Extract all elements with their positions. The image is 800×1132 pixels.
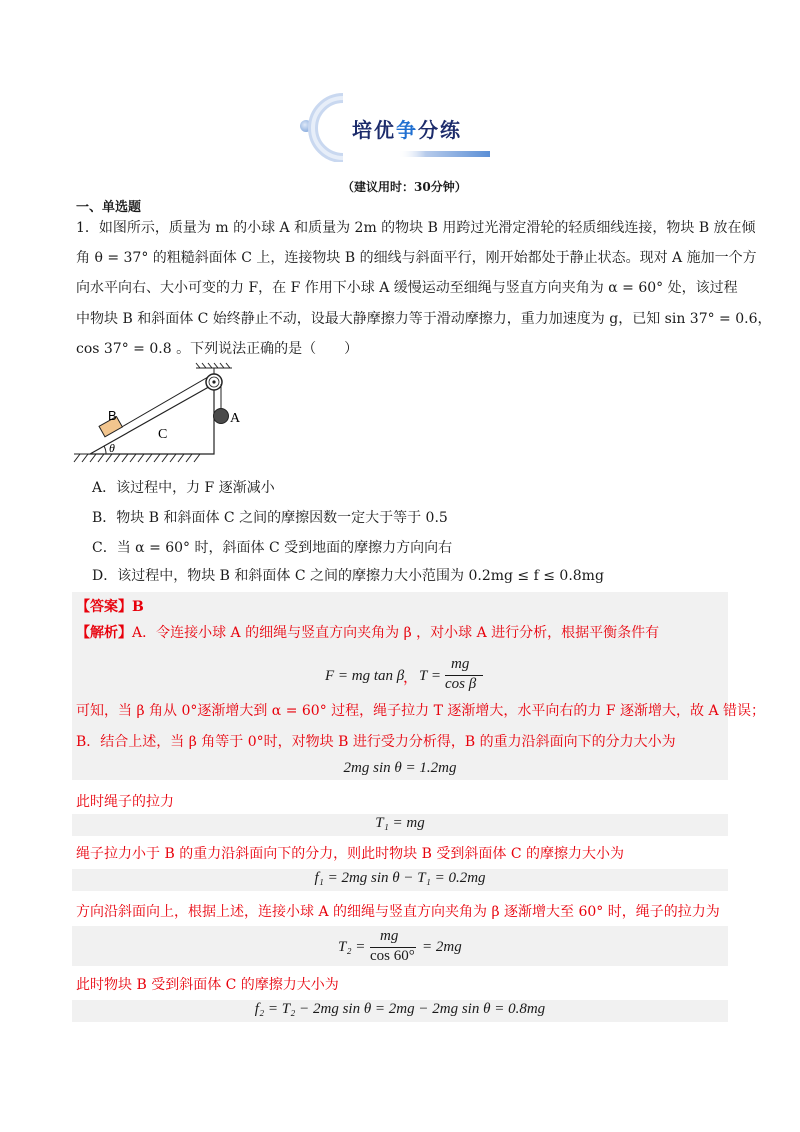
analysis-line-6: 方向沿斜面向上，根据上述，连接小球 A 的细绳与竖直方向夹角为 β 逐渐增大至 60° 时，绳子的拉力为 bbox=[76, 904, 720, 920]
label-theta: θ bbox=[109, 441, 115, 455]
option-d[interactable]: D．该过程中，物块 B 和斜面体 C 之间的摩擦力大小范围为 0.2mg ≤ f ≤ 0.8mg bbox=[92, 568, 604, 584]
eq4-den: cos 60° bbox=[370, 948, 415, 964]
question-line-5: cos 37° = 0.8 。下列说法正确的是（ ） bbox=[76, 341, 359, 357]
incline-pulley-diagram bbox=[72, 362, 262, 470]
eq4-rhs: = 2mg bbox=[422, 939, 462, 955]
analysis-line-4: 此时绳子的拉力 bbox=[76, 794, 174, 810]
label-a: A bbox=[230, 411, 241, 426]
ball-a bbox=[214, 409, 229, 424]
pulley bbox=[206, 374, 222, 390]
section-heading: 一、单选题 bbox=[76, 200, 142, 215]
question-line-4: 中物块 B 和斜面体 C 始终静止不动，设最大静摩擦力等于滑动摩擦力，重力加速度为 g，已知 sin 37° = 0.6， bbox=[76, 311, 772, 327]
answer-label: 【答案】B bbox=[76, 599, 144, 615]
eq-t-num: mg bbox=[451, 656, 470, 672]
analysis-line-2: 可知，当 β 角从 0°逐渐增大到 α = 60° 过程，绳子拉力 T 逐渐增大，水平向右的力 F 逐渐增大，故 A 错误； bbox=[76, 703, 766, 719]
equation-4 bbox=[338, 928, 488, 966]
analysis-line-3: B．结合上述，当 β 角等于 0°时，对物块 B 进行受力分析得，B 的重力沿斜面向下的分力大小为 bbox=[76, 734, 676, 750]
analysis-label: 【解析】 bbox=[76, 625, 132, 641]
option-c[interactable]: C．当 α = 60° 时，斜面体 C 受到地面的摩擦力方向向右 bbox=[92, 540, 453, 556]
eq4-lhs: T₂ = bbox=[338, 939, 366, 955]
label-b: B bbox=[108, 408, 117, 423]
equation-f-t bbox=[325, 656, 495, 692]
time-note: （建议用时：30分钟） bbox=[342, 180, 467, 194]
eq-sep: ， bbox=[403, 670, 419, 686]
eq-t-lhs: T = bbox=[419, 668, 441, 684]
question-line-1: 1．如图所示，质量为 m 的小球 A 和质量为 2m 的物块 B 用跨过光滑定滑轮的轻质细线连接，物块 B 放在倾 bbox=[76, 220, 756, 236]
label-c: C bbox=[158, 427, 168, 442]
analysis-line-7: 此时物块 B 受到斜面体 C 的摩擦力大小为 bbox=[76, 977, 339, 993]
option-a[interactable]: A．该过程中，力 F 逐渐减小 bbox=[92, 480, 275, 496]
question-line-3: 向水平向右、大小可变的力 F，在 F 作用下小球 A 缓慢运动至细绳与竖直方向夹角为 α = 60° 处，该过程 bbox=[76, 280, 738, 296]
physics-figure bbox=[72, 362, 262, 470]
banner-title-part1: 培优 bbox=[352, 118, 396, 142]
equation-1: 2mg sin θ = 1.2mg bbox=[343, 760, 457, 776]
eq-t-den: cos β bbox=[445, 676, 477, 692]
equation-2: T₁ = mg bbox=[375, 815, 425, 831]
eq4-num: mg bbox=[380, 928, 399, 944]
analysis-text-1: A．令连接小球 A 的细绳与竖直方向夹角为 β ，对小球 A 进行分析，根据平衡条件有 bbox=[132, 625, 660, 641]
banner-title bbox=[352, 114, 462, 143]
equation-5: f₂ = T₂ − 2mg sin θ = 2mg − 2mg sin θ = 0.8mg bbox=[254, 1001, 546, 1017]
banner-title-highlight: 争 bbox=[396, 118, 418, 142]
analysis-line-1 bbox=[76, 624, 659, 642]
banner-title-part2: 分练 bbox=[418, 118, 462, 142]
header-banner bbox=[298, 92, 498, 162]
analysis-line-5: 绳子拉力小于 B 的重力沿斜面向下的分力，则此时物块 B 受到斜面体 C 的摩擦力大小为 bbox=[76, 846, 624, 862]
question-line-2: 角 θ = 37° 的粗糙斜面体 C 上，连接物块 B 的细线与斜面平行，刚开始都处于静止状态。现对 A 施加一个方 bbox=[76, 250, 757, 266]
equation-3: f₁ = 2mg sin θ − T₁ = 0.2mg bbox=[314, 870, 486, 886]
eq-f: F = mg tan β bbox=[325, 668, 405, 684]
ground-hatching bbox=[74, 454, 206, 462]
option-b[interactable]: B．物块 B 和斜面体 C 之间的摩擦因数一定大于等于 0.5 bbox=[92, 510, 448, 526]
ceiling-mount bbox=[196, 363, 232, 374]
